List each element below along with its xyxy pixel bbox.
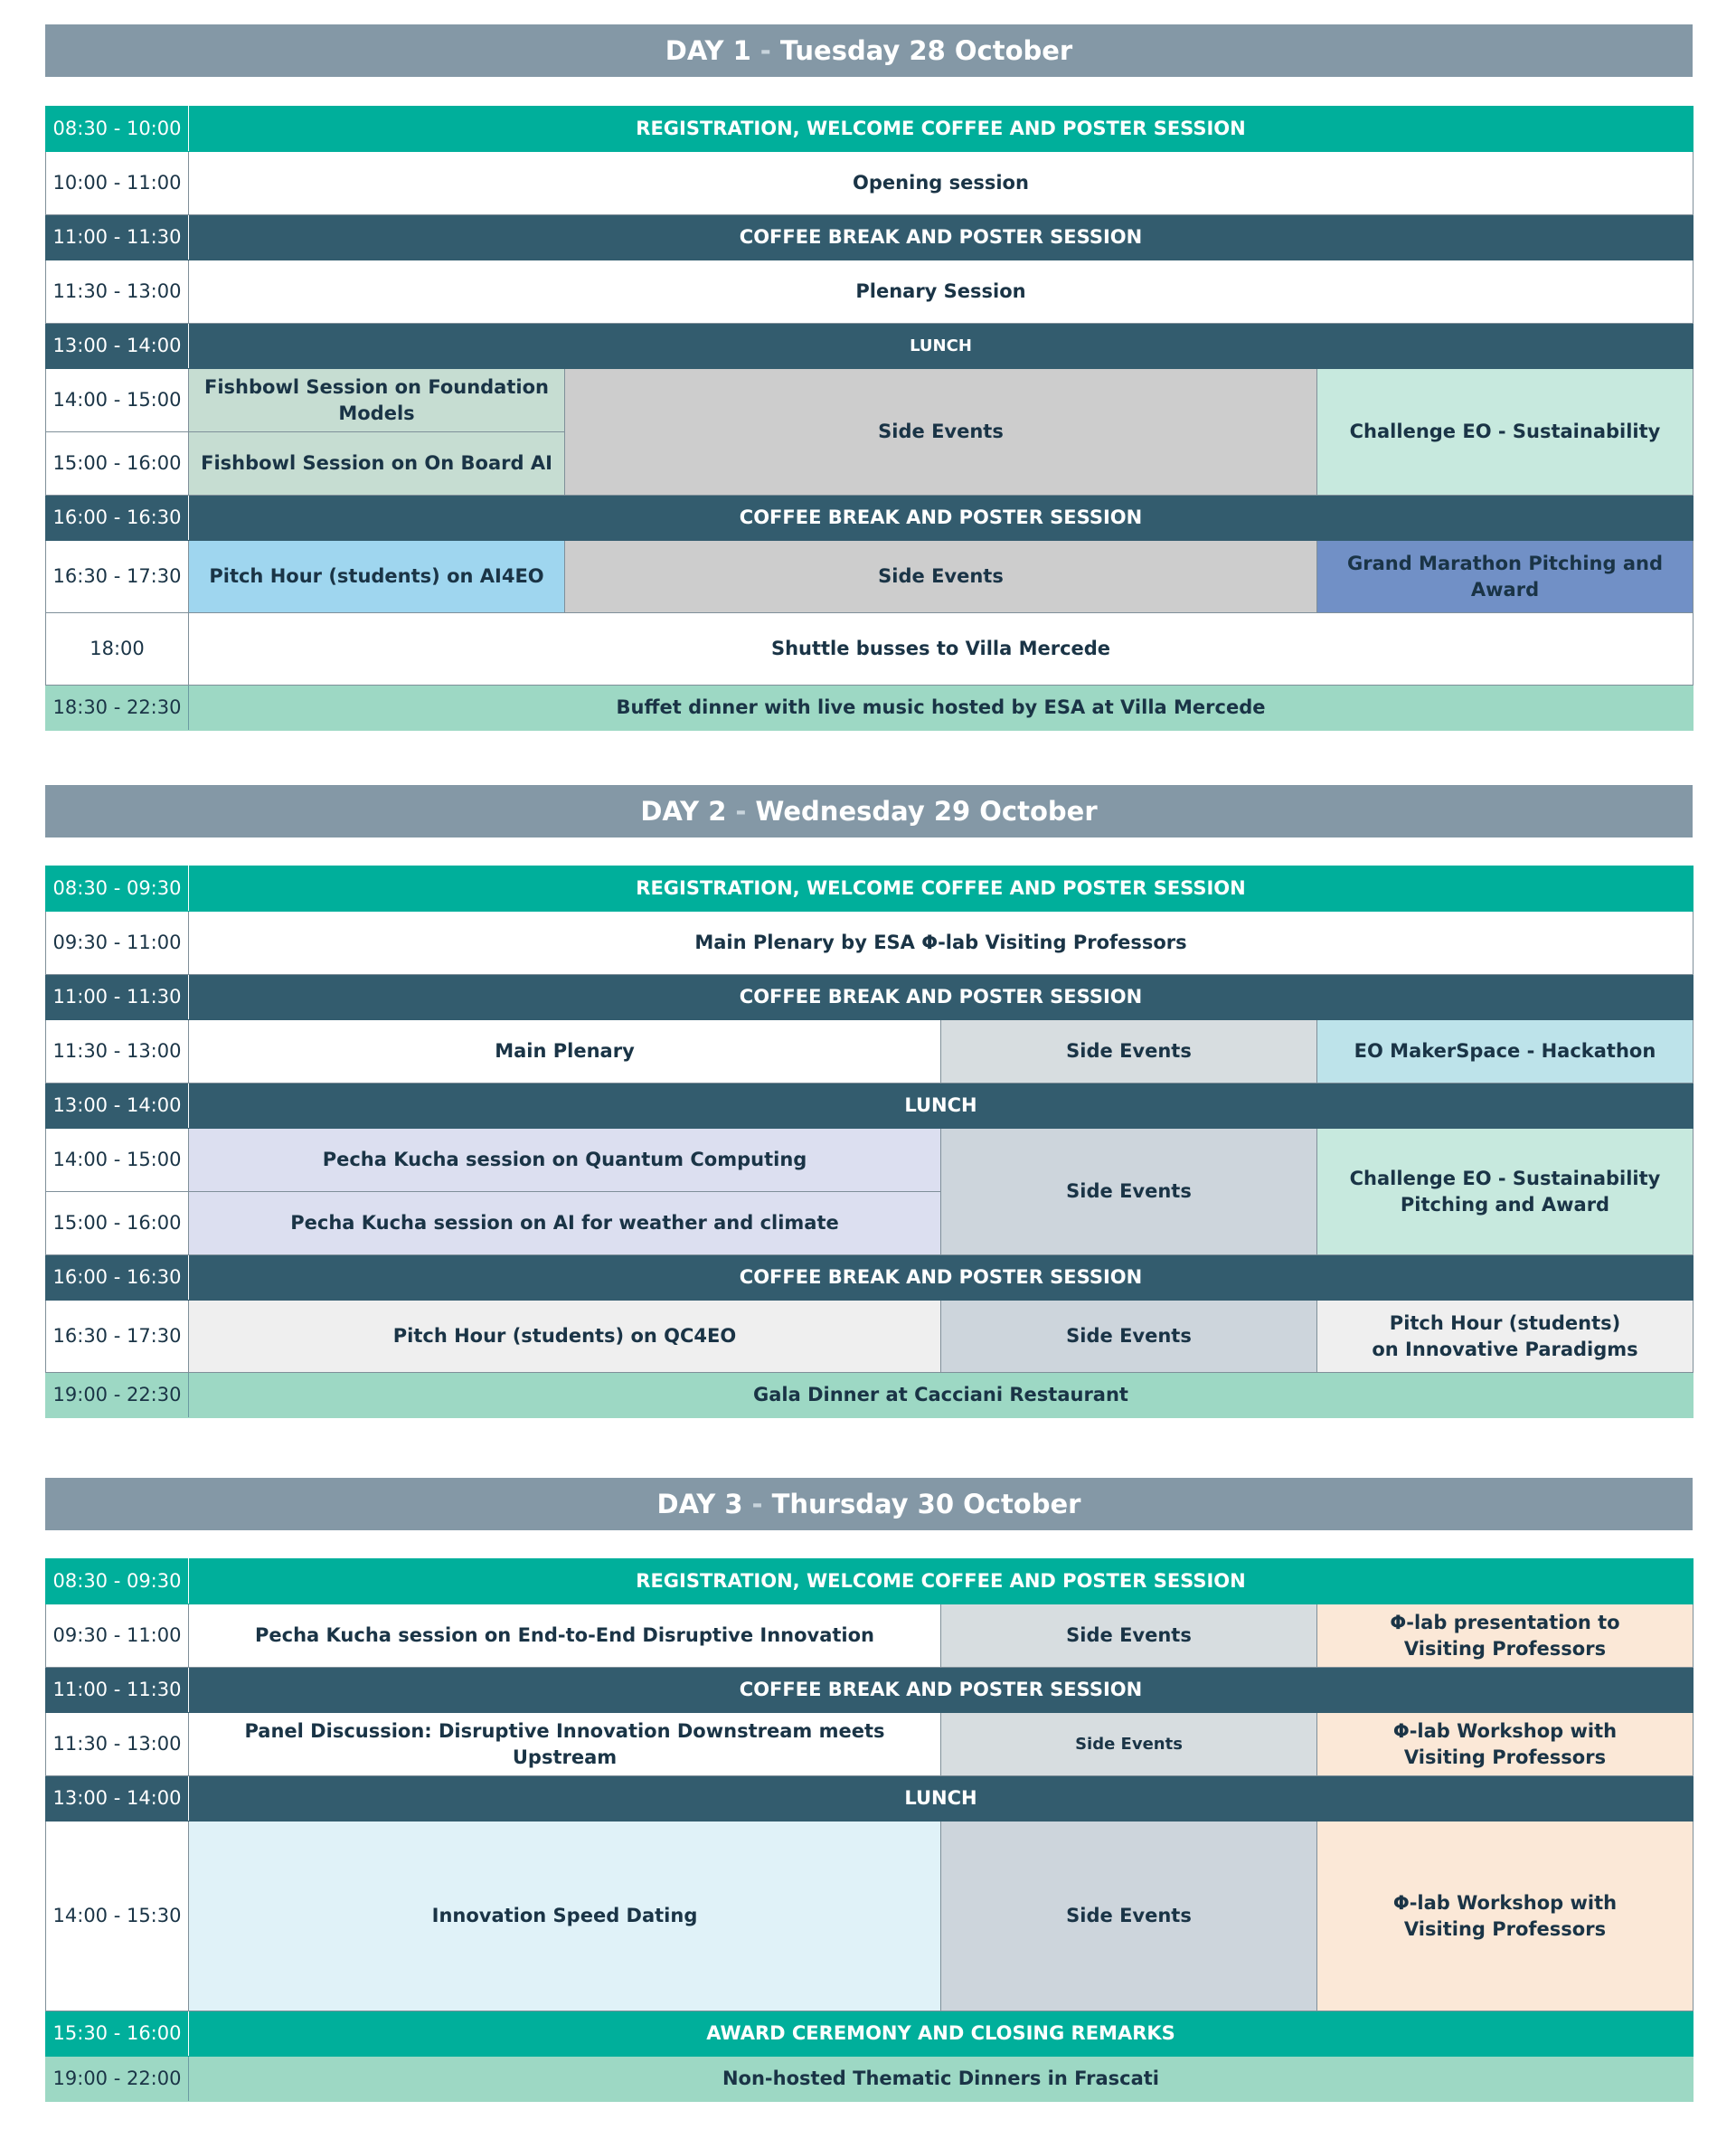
session-cell: COFFEE BREAK AND POSTER SESSION bbox=[189, 1255, 1694, 1301]
session-cell bbox=[1317, 1713, 1694, 1776]
time-cell: 16:00 - 16:30 bbox=[46, 496, 189, 541]
side-events-cell: Side Events bbox=[941, 1822, 1317, 2011]
time-cell: 11:30 - 13:00 bbox=[46, 1020, 189, 1083]
time-cell: 19:00 - 22:00 bbox=[46, 2057, 189, 2102]
side-events-cell: Side Events bbox=[565, 541, 1317, 613]
schedule-row bbox=[46, 1559, 1694, 1604]
session-cell bbox=[1317, 1822, 1694, 2011]
day2-separator: - bbox=[735, 796, 747, 827]
challenge-cell: Challenge EO - Sustainability bbox=[1317, 369, 1694, 496]
schedule-row bbox=[46, 1713, 1694, 1776]
time-cell: 16:30 - 17:30 bbox=[46, 1301, 189, 1373]
session-cell: LUNCH bbox=[189, 1083, 1694, 1129]
time-cell: 11:00 - 11:30 bbox=[46, 1668, 189, 1713]
session-line: Visiting Professors bbox=[1403, 1917, 1607, 1940]
time-cell: 15:00 - 16:00 bbox=[46, 432, 189, 496]
schedule-row bbox=[46, 107, 1694, 152]
session-cell: Grand Marathon Pitching and Award bbox=[1317, 541, 1694, 613]
schedule-row bbox=[46, 1301, 1694, 1373]
schedule-row bbox=[46, 1020, 1694, 1083]
session-cell: Non-hosted Thematic Dinners in Frascati bbox=[189, 2057, 1694, 2102]
session-cell: Buffet dinner with live music hosted by ESA at Villa Mercede bbox=[189, 686, 1694, 731]
time-cell: 13:00 - 14:00 bbox=[46, 324, 189, 369]
day3-table bbox=[45, 1558, 1694, 2102]
session-cell: Pitch Hour (students) on QC4EO bbox=[189, 1301, 941, 1373]
time-cell: 08:30 - 09:30 bbox=[46, 1559, 189, 1604]
session-cell: COFFEE BREAK AND POSTER SESSION bbox=[189, 975, 1694, 1020]
schedule-row bbox=[46, 1129, 1694, 1192]
session-line: Φ-lab Workshop with bbox=[1392, 1891, 1618, 1914]
time-cell: 13:00 - 14:00 bbox=[46, 1776, 189, 1822]
session-cell: LUNCH bbox=[189, 324, 1694, 369]
day2-date: Wednesday 29 October bbox=[755, 796, 1098, 827]
schedule-row bbox=[46, 2057, 1694, 2102]
side-events-cell: Side Events bbox=[565, 369, 1317, 496]
session-cell: AWARD CEREMONY AND CLOSING REMARKS bbox=[189, 2011, 1694, 2057]
session-cell: Pecha Kucha session on End-to-End Disruptive Innovation bbox=[189, 1604, 941, 1668]
day2-label: DAY 2 bbox=[640, 796, 727, 827]
schedule-row bbox=[46, 912, 1694, 975]
session-cell: LUNCH bbox=[189, 1776, 1694, 1822]
session-cell: Main Plenary bbox=[189, 1020, 941, 1083]
time-cell: 13:00 - 14:00 bbox=[46, 1083, 189, 1129]
day1-header bbox=[45, 24, 1693, 77]
challenge-cell: Challenge EO - Sustainability Pitching and Award bbox=[1317, 1129, 1694, 1255]
time-cell: 08:30 - 10:00 bbox=[46, 107, 189, 152]
session-cell bbox=[1317, 1604, 1694, 1668]
side-events-cell: Side Events bbox=[941, 1301, 1317, 1373]
session-cell: Pecha Kucha session on Quantum Computing bbox=[189, 1129, 941, 1192]
session-cell: Fishbowl Session on On Board AI bbox=[189, 432, 565, 496]
schedule-row bbox=[46, 1604, 1694, 1668]
day2-table bbox=[45, 866, 1694, 1418]
time-cell: 16:00 - 16:30 bbox=[46, 1255, 189, 1301]
session-cell: Innovation Speed Dating bbox=[189, 1822, 941, 2011]
side-events-cell: Side Events bbox=[941, 1129, 1317, 1255]
time-cell: 09:30 - 11:00 bbox=[46, 912, 189, 975]
time-cell: 08:30 - 09:30 bbox=[46, 866, 189, 912]
session-cell: Fishbowl Session on Foundation Models bbox=[189, 369, 565, 432]
schedule-row bbox=[46, 260, 1694, 324]
session-line: Visiting Professors bbox=[1403, 1746, 1607, 1768]
session-cell: COFFEE BREAK AND POSTER SESSION bbox=[189, 1668, 1694, 1713]
session-cell: REGISTRATION, WELCOME COFFEE AND POSTER SESSION bbox=[189, 1559, 1694, 1604]
session-cell: REGISTRATION, WELCOME COFFEE AND POSTER SESSION bbox=[189, 866, 1694, 912]
time-cell: 14:00 - 15:00 bbox=[46, 1129, 189, 1192]
time-cell: 18:00 bbox=[46, 613, 189, 686]
side-events-cell: Side Events bbox=[941, 1020, 1317, 1083]
day2-header bbox=[45, 785, 1693, 837]
time-cell: 11:30 - 13:00 bbox=[46, 260, 189, 324]
session-cell: COFFEE BREAK AND POSTER SESSION bbox=[189, 496, 1694, 541]
time-cell: 10:00 - 11:00 bbox=[46, 152, 189, 215]
time-cell: 14:00 - 15:30 bbox=[46, 1822, 189, 2011]
schedule-row bbox=[46, 613, 1694, 686]
time-cell: 15:30 - 16:00 bbox=[46, 2011, 189, 2057]
session-cell: Main Plenary by ESA Φ-lab Visiting Professors bbox=[189, 912, 1694, 975]
session-line: Φ-lab Workshop with bbox=[1392, 1719, 1618, 1742]
session-cell: Opening session bbox=[189, 152, 1694, 215]
session-cell: Pecha Kucha session on AI for weather and climate bbox=[189, 1192, 941, 1255]
time-cell: 11:30 - 13:00 bbox=[46, 1713, 189, 1776]
session-line: Pitch Hour (students) bbox=[1389, 1311, 1621, 1334]
side-events-cell: Side Events bbox=[941, 1713, 1317, 1776]
side-events-cell: Side Events bbox=[941, 1604, 1317, 1668]
schedule-row bbox=[46, 1373, 1694, 1418]
schedule-row bbox=[46, 1255, 1694, 1301]
session-line: Visiting Professors bbox=[1403, 1637, 1607, 1660]
schedule-row bbox=[46, 1776, 1694, 1822]
session-cell: EO MakerSpace - Hackathon bbox=[1317, 1020, 1694, 1083]
time-cell: 14:00 - 15:00 bbox=[46, 369, 189, 432]
day3-header bbox=[45, 1478, 1693, 1530]
schedule-row bbox=[46, 369, 1694, 432]
schedule-row bbox=[46, 215, 1694, 260]
day3-date: Thursday 30 October bbox=[771, 1489, 1081, 1519]
session-cell: Gala Dinner at Cacciani Restaurant bbox=[189, 1373, 1694, 1418]
day1-date: Tuesday 28 October bbox=[779, 35, 1073, 66]
day1-separator: - bbox=[760, 35, 771, 66]
schedule-row bbox=[46, 975, 1694, 1020]
day3-separator: - bbox=[751, 1489, 763, 1519]
schedule-row bbox=[46, 1822, 1694, 2011]
time-cell: 19:00 - 22:30 bbox=[46, 1373, 189, 1418]
time-cell: 09:30 - 11:00 bbox=[46, 1604, 189, 1668]
time-cell: 11:00 - 11:30 bbox=[46, 975, 189, 1020]
schedule-row bbox=[46, 686, 1694, 731]
session-cell: Shuttle busses to Villa Mercede bbox=[189, 613, 1694, 686]
session-cell: Plenary Session bbox=[189, 260, 1694, 324]
schedule-row bbox=[46, 541, 1694, 613]
time-cell: 16:30 - 17:30 bbox=[46, 541, 189, 613]
day3-label: DAY 3 bbox=[656, 1489, 743, 1519]
day1-table bbox=[45, 106, 1694, 731]
schedule-row bbox=[46, 2011, 1694, 2057]
schedule-row bbox=[46, 324, 1694, 369]
session-line: on Innovative Paradigms bbox=[1372, 1338, 1638, 1360]
session-cell bbox=[1317, 1301, 1694, 1373]
schedule-row bbox=[46, 496, 1694, 541]
schedule-row bbox=[46, 1668, 1694, 1713]
session-cell: REGISTRATION, WELCOME COFFEE AND POSTER SESSION bbox=[189, 107, 1694, 152]
session-cell: Panel Discussion: Disruptive Innovation Downstream meets Upstream bbox=[189, 1713, 941, 1776]
session-line: Φ-lab presentation to bbox=[1390, 1611, 1620, 1633]
time-cell: 15:00 - 16:00 bbox=[46, 1192, 189, 1255]
schedule-row bbox=[46, 1083, 1694, 1129]
day1-label: DAY 1 bbox=[665, 35, 751, 66]
time-cell: 18:30 - 22:30 bbox=[46, 686, 189, 731]
session-cell: Pitch Hour (students) on AI4EO bbox=[189, 541, 565, 613]
schedule-row bbox=[46, 152, 1694, 215]
schedule-row bbox=[46, 866, 1694, 912]
session-cell: COFFEE BREAK AND POSTER SESSION bbox=[189, 215, 1694, 260]
time-cell: 11:00 - 11:30 bbox=[46, 215, 189, 260]
